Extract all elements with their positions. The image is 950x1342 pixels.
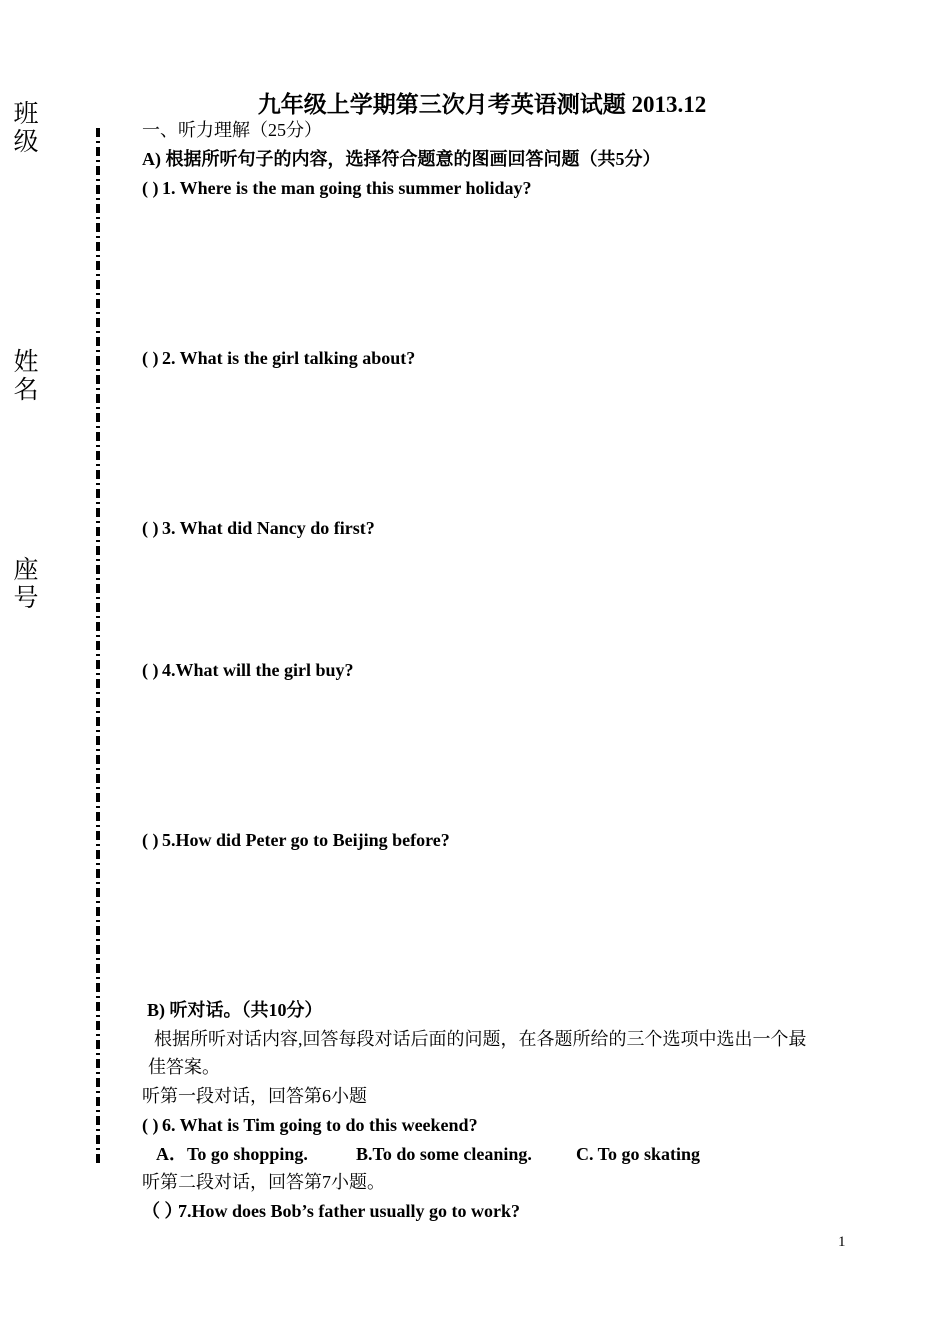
question-text: 6. What is Tim going to do this weekend? (162, 1115, 478, 1135)
question-text: 4.What will the girl buy? (162, 660, 354, 680)
part-b-heading: B) 听对话。（共10分） (147, 1000, 323, 1020)
answer-blank[interactable]: ( ) (142, 660, 159, 680)
question-7 (142, 1200, 520, 1222)
answer-blank[interactable]: ( ) (142, 348, 159, 368)
question-3 (142, 517, 375, 539)
seat-label-char-2: 号 (13, 583, 39, 612)
question-text: 3. What did Nancy do first? (162, 518, 375, 538)
question-6-options (156, 1143, 700, 1165)
class-label-char-2: 级 (13, 127, 39, 156)
part-b-instruction-2: 佳答案。 (148, 1057, 220, 1077)
option-c[interactable]: C. To go skating (576, 1144, 701, 1164)
question-2 (142, 347, 415, 369)
answer-blank[interactable]: （ ） (142, 1201, 183, 1221)
question-4 (142, 659, 354, 681)
answer-blank[interactable]: ( ) (142, 178, 159, 198)
question-text: 1. Where is the man going this summer holiday? (162, 178, 532, 198)
dialog-1-note: 听第一段对话，回答第6小题 (142, 1086, 367, 1106)
part-b-instruction-1: 根据所听对话内容,回答每段对话后面的问题，在各题所给的三个选项中选出一个最 (154, 1029, 807, 1049)
class-label-char-1: 班 (13, 99, 39, 128)
page-number: 1 (838, 1234, 846, 1250)
question-1 (142, 177, 532, 199)
name-label-char-2: 名 (13, 375, 39, 404)
question-text: 7.How does Bob’s father usually go to work? (178, 1201, 521, 1221)
option-a[interactable]: A．To go shopping. (156, 1144, 308, 1164)
answer-blank[interactable]: ( ) (142, 830, 159, 850)
question-text: 5.How did Peter go to Beijing before? (162, 830, 450, 850)
dialog-2-note: 听第二段对话，回答第7小题。 (142, 1172, 385, 1192)
question-6 (142, 1114, 478, 1136)
seat-label-char-1: 座 (13, 555, 39, 584)
answer-blank[interactable]: ( ) (142, 1115, 159, 1135)
exam-title: 九年级上学期第三次月考英语测试题 2013.12 (257, 92, 707, 117)
question-5 (142, 829, 450, 851)
binding-cut-line (96, 128, 100, 1164)
section-heading: 一、听力理解（25分） (142, 120, 322, 140)
name-label (10, 348, 42, 404)
question-text: 2. What is the girl talking about? (162, 348, 416, 368)
seat-label (10, 556, 42, 612)
answer-blank[interactable]: ( ) (142, 518, 159, 538)
part-a-instruction: A) 根据所听句子的内容，选择符合题意的图画回答问题（共5分） (142, 149, 661, 169)
option-b[interactable]: B.To do some cleaning. (356, 1144, 532, 1164)
name-label-char-1: 姓 (13, 347, 39, 376)
